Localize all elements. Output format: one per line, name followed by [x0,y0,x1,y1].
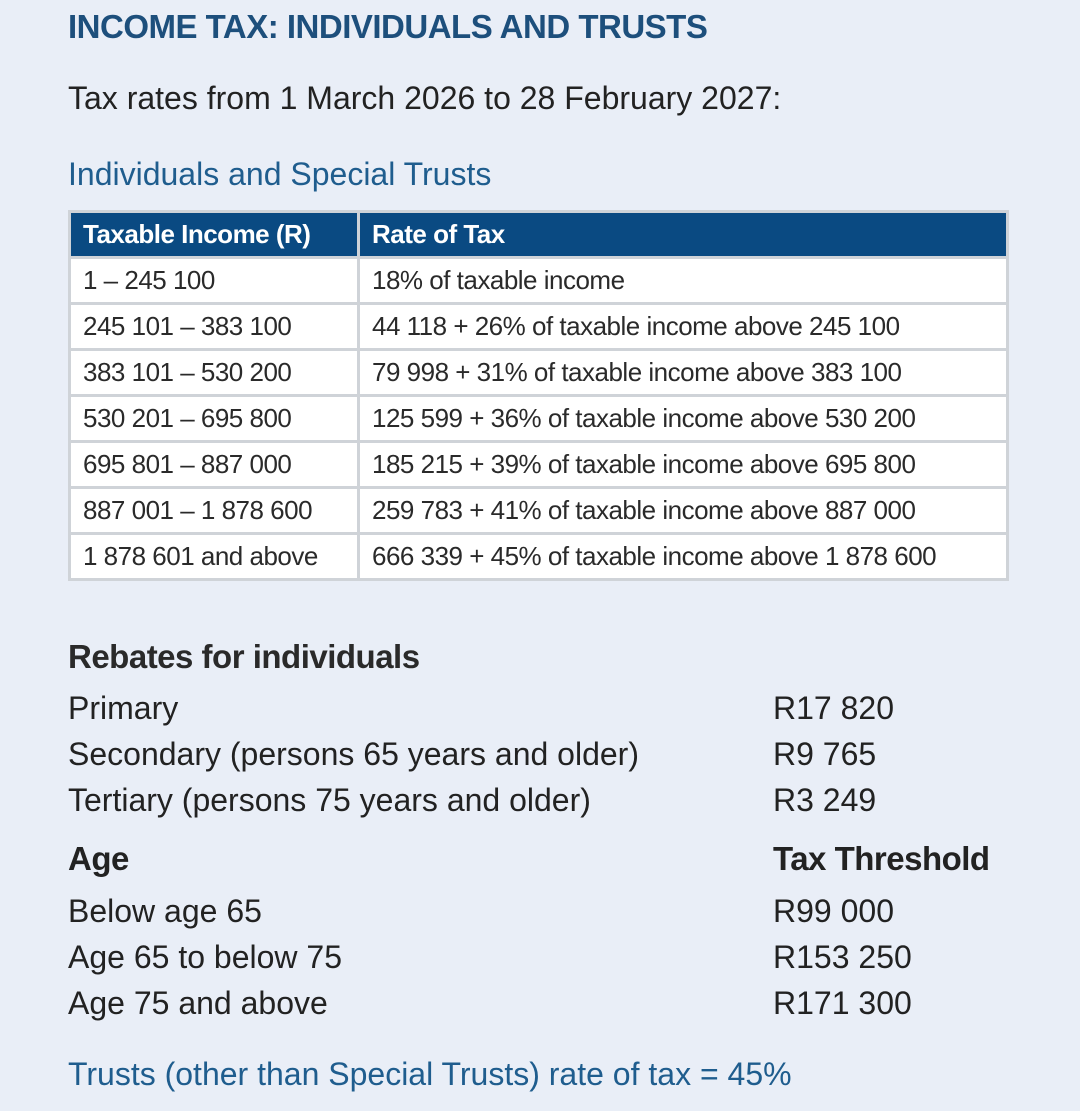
income-bracket-cell: 530 201 – 695 800 [71,397,357,440]
table-row [71,443,1006,486]
table-row [71,489,1006,532]
rate-cell: 79 998 + 31% of taxable income above 383 100 [360,351,1006,394]
table-row [71,305,1006,348]
tax-period-subtitle: Tax rates from 1 March 2026 to 28 February 2027: [68,80,782,116]
page-title: INCOME TAX: INDIVIDUALS AND TRUSTS [68,8,708,45]
rebate-value: R9 765 [773,736,877,772]
income-bracket-cell: 887 001 – 1 878 600 [71,489,357,532]
trusts-rate-note: Trusts (other than Special Trusts) rate of tax = 45% [68,1056,792,1092]
age-label: Age 75 and above [68,985,328,1021]
rebate-label: Tertiary (persons 75 years and older) [68,782,591,818]
age-column-heading: Age [68,840,129,877]
table-row [71,397,1006,440]
threshold-value: R153 250 [773,939,912,975]
table-header-row [71,213,1006,256]
income-bracket-cell: 1 878 601 and above [71,535,357,578]
rebates-heading: Rebates for individuals [68,638,420,675]
income-bracket-cell: 695 801 – 887 000 [71,443,357,486]
header-rate-of-tax: Rate of Tax [360,213,1006,256]
rate-cell: 185 215 + 39% of taxable income above 695 800 [360,443,1006,486]
header-taxable-income: Taxable Income (R) [71,213,357,256]
table-row [71,351,1006,394]
income-bracket-cell: 383 101 – 530 200 [71,351,357,394]
rate-cell: 18% of taxable income [360,259,1006,302]
threshold-value: R171 300 [773,985,912,1021]
rate-cell: 259 783 + 41% of taxable income above 887 000 [360,489,1006,532]
age-label: Below age 65 [68,893,262,929]
rebate-value: R3 249 [773,782,877,818]
income-bracket-cell: 245 101 – 383 100 [71,305,357,348]
threshold-value: R99 000 [773,893,894,929]
tax-rates-table [68,210,1009,581]
section-title-individuals: Individuals and Special Trusts [68,156,492,192]
income-bracket-cell: 1 – 245 100 [71,259,357,302]
rate-cell: 44 118 + 26% of taxable income above 245 100 [360,305,1006,348]
rebate-label: Primary [68,690,179,726]
rebate-value: R17 820 [773,690,894,726]
table-row [71,259,1006,302]
table-row [71,535,1006,578]
rate-cell: 666 339 + 45% of taxable income above 1 878 600 [360,535,1006,578]
threshold-column-heading: Tax Threshold [773,840,990,877]
rebate-label: Secondary (persons 65 years and older) [68,736,639,772]
age-label: Age 65 to below 75 [68,939,342,975]
rate-cell: 125 599 + 36% of taxable income above 530 200 [360,397,1006,440]
